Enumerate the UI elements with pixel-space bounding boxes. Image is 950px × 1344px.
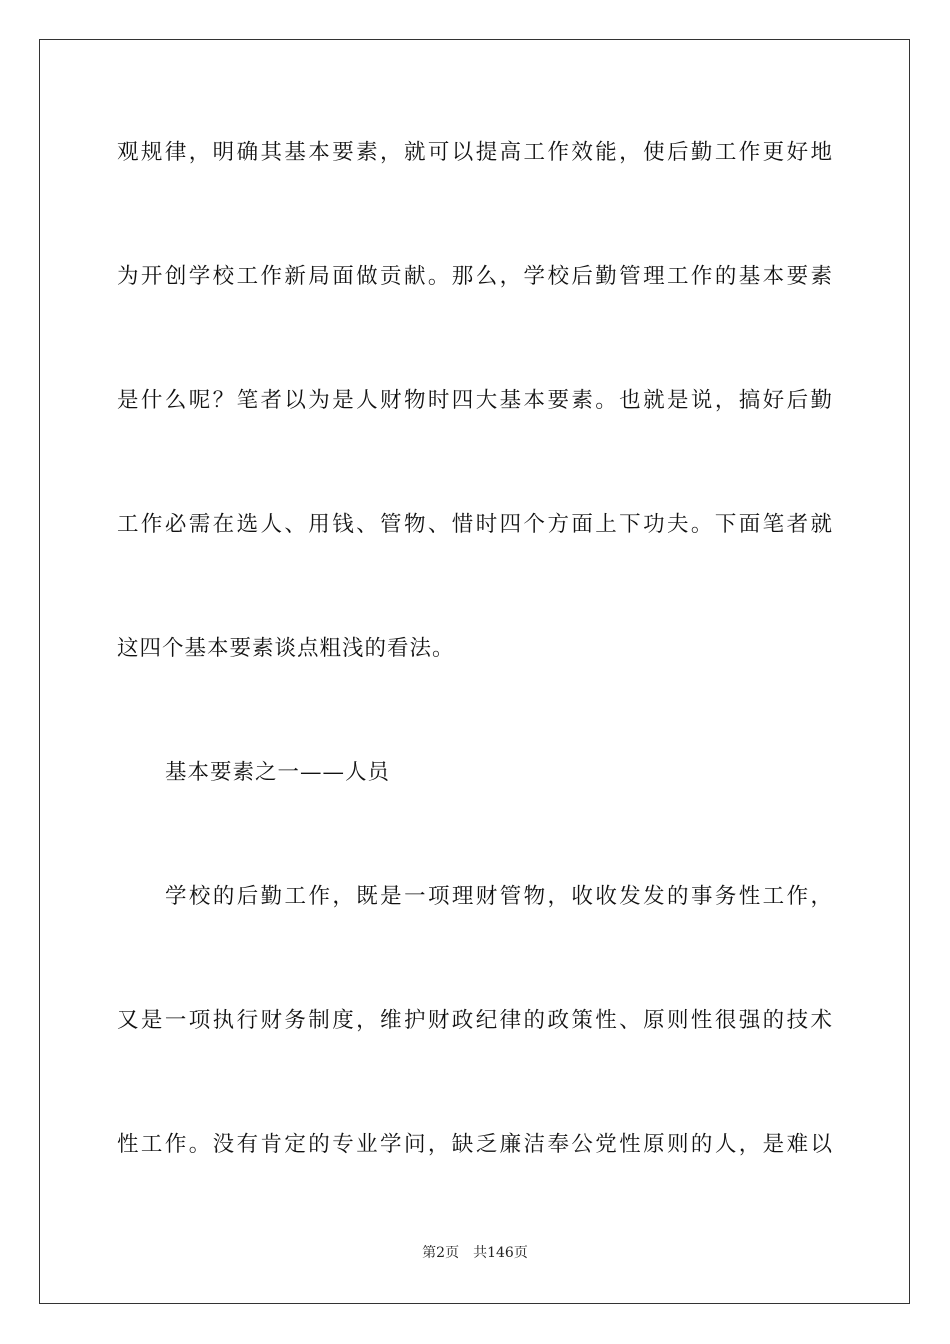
body-text-line: 这四个基本要素谈点粗浅的看法。 xyxy=(117,636,455,661)
page-frame xyxy=(39,39,910,1304)
page-number: 第2页 xyxy=(422,1245,460,1261)
body-text-line: 观规律，明确其基本要素，就可以提高工作效能，使后勤工作更好地 xyxy=(117,140,833,165)
section-heading: 基本要素之一——人员 xyxy=(165,760,391,785)
body-text-line: 工作必需在选人、用钱、管物、惜时四个方面上下功夫。下面笔者就 xyxy=(117,512,833,537)
body-text-line: 为开创学校工作新局面做贡献。那么，学校后勤管理工作的基本要素 xyxy=(117,264,833,289)
total-pages: 共146页 xyxy=(473,1245,528,1261)
body-text-line: 性工作。没有肯定的专业学问，缺乏廉洁奉公党性原则的人，是难以 xyxy=(117,1132,833,1157)
body-text-line: 是什么呢？笔者以为是人财物时四大基本要素。也就是说，搞好后勤 xyxy=(117,388,833,413)
body-text-line: 学校的后勤工作，既是一项理财管物，收收发发的事务性工作， xyxy=(165,884,833,909)
page-footer xyxy=(0,1242,950,1262)
body-text-line: 又是一项执行财务制度，维护财政纪律的政策性、原则性很强的技术 xyxy=(117,1008,833,1033)
